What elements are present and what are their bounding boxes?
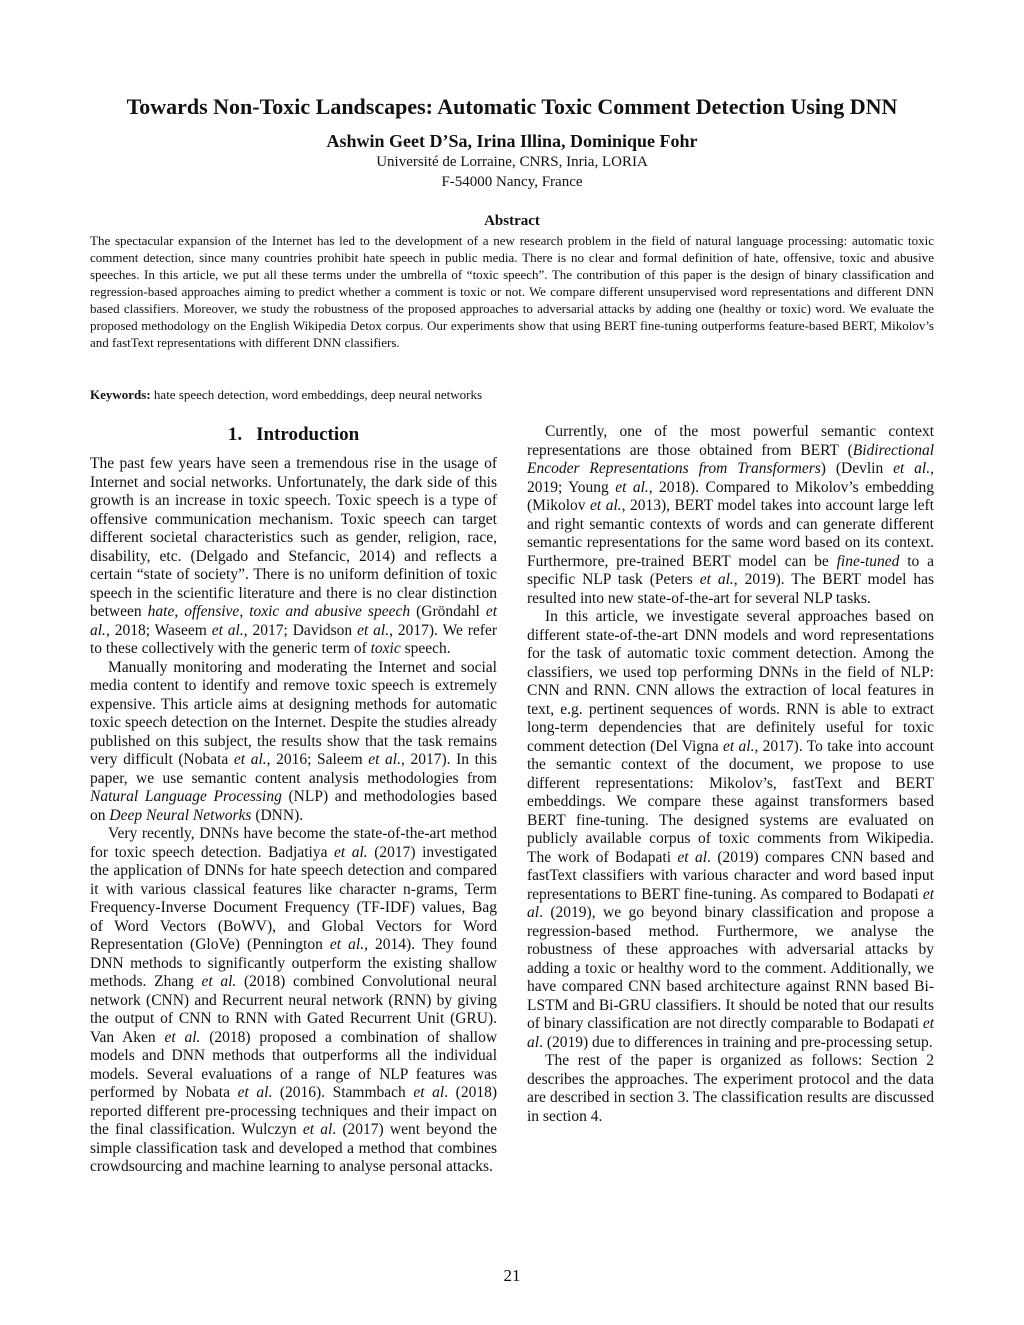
intro-paragraph-2: Manually monitoring and moderating the Internet and social media content to identify and remove toxic speech is extremely expensive. This article aims at designing methods for automatic toxic speech detection on the Internet. Despite the studies already published on this subject, the results show that the task remains very difficult (Nobata et al., 2016; Saleem et al., 2017). In this paper, we use semantic content analysis methodologies from Natural Language Processing (NLP) and methodologies based on Deep Neural Networks (DNN). (90, 658, 497, 824)
page-number: 21 (503, 1266, 521, 1285)
intro-paragraph-6: The rest of the paper is organized as follows: Section 2 describes the approaches. The experiment protocol and the data are described in section 3. The classification results are discussed in section 4. (527, 1052, 934, 1125)
abstract-heading: Abstract (484, 213, 540, 229)
keywords-text: hate speech detection, word embeddings, deep neural networks (150, 387, 483, 402)
intro-paragraph-5: In this article, we investigate several approaches based on different state-of-the-art DNN models and word representations for the task of automatic toxic comment detection. Among the classifiers, we used top performing DNNs in the field of NLP: CNN and RNN. CNN allows the extraction of local features in text, e.g. pertinent sequences of words. RNN is able to extract long-term dependencies that are definitely useful for toxic comment detection (Del Vigna et al., 2017). To take into account the semantic context of the document, we propose to use different representations: Mikolov’s, fastText and BERT embeddings. We compare these against transformers based BERT fine-tuning. The designed systems are evaluated on publicly available corpus of toxic comments from Wikipedia. The work of Bodapati et al. (2019) compares CNN based and fastText classifiers with various character and word based input representations to BERT fine-tuning. As compared to Bodapati et al. (2019), we go beyond binary classification and propose a regression-based method. Furthermore, we analyse the robustness of these approaches with adversarial attacks by adding a toxic or healthy word to the comment. Additionally, we have compared CNN based architecture against RNN based Bi-LSTM and Bi-GRU classifiers. It should be noted that our results of binary classification are not directly comparable to Bodapati et al. (2019) due to differences in training and pre-processing setup. (527, 608, 934, 1051)
intro-paragraph-3: Very recently, DNNs have become the state-of-the-art method for toxic speech detection. Badjatiya et al. (2017) investigated the application of DNNs for hate speech detection and compared it with various classical features like character n-grams, Term Frequency-Inverse Document Frequency (TF-IDF) values, Bag of Word Vectors (BoWV), and Global Vectors for Word Representation (GloVe) (Pennington et al., 2014). They found DNN methods to significantly outperform the existing shallow methods. Zhang et al. (2018) combined Convolutional neural network (CNN) and Recurrent neural network (RNN) by giving the output of CNN to RNN with Gated Recurrent Unit (GRU). Van Aken et al. (2018) proposed a combination of shallow models and DNN methods that outperforms all the individual models. Several evaluations of a range of NLP features was performed by Nobata et al. (2016). Stammbach et al. (2018) reported different pre-processing techniques and their impact on the final classification. Wulczyn et al. (2017) went beyond the simple classification task and developed a method that combines crowdsourcing and machine learning to analyse personal attacks. (90, 825, 498, 1175)
affiliation-address: F-54000 Nancy, France (441, 174, 583, 190)
author-list: Ashwin Geet D’Sa, Irina Illina, Dominique Fohr (326, 131, 698, 151)
affiliation-institution: Université de Lorraine, CNRS, Inria, LORIA (376, 154, 648, 170)
section-title: Introduction (256, 424, 360, 445)
keywords-label: Keywords: (90, 387, 151, 402)
left-column (90, 423, 497, 1177)
section-heading (90, 423, 497, 447)
keywords-line (90, 386, 934, 403)
right-column (527, 423, 934, 1126)
intro-paragraph-4: Currently, one of the most powerful semantic context representations are those obtained from BERT (Bidirectional Encoder Representations from Transformers) (Devlin et al., 2019; Young et al., 2018). Compared to Mikolov’s embedding (Mikolov et al., 2013), BERT model takes into account large left and right semantic contexts of words and can generate different semantic representations for the same word based on its context. Furthermore, pre-trained BERT model can be fine-tuned to a specific NLP task (Peters et al., 2019). The BERT model has resulted into new state-of-the-art for several NLP tasks. (527, 423, 935, 607)
abstract-body: The spectacular expansion of the Internet has led to the development of a new research problem in the field of natural language processing: automatic toxic comment detection, since many countries prohibit hate speech in public media. There is no clear and formal definition of hate, offensive, toxic and abusive speeches. In this article, we put all these terms under the umbrella of “toxic speech”. The contribution of this paper is the design of binary classification and regression-based approaches aiming to predict whether a comment is toxic or not. We compare different unsupervised word representations and different DNN based classifiers. Moreover, we study the robustness of the proposed approaches to adversarial attacks by adding one (healthy or toxic) word. We evaluate the proposed methodology on the English Wikipedia Detox corpus. Our experiments show that using BERT fine-tuning outperforms feature-based BERT, Mikolov’s and fastText representations with different DNN classifiers. (90, 233, 934, 350)
paper-title: Towards Non-Toxic Landscapes: Automatic Toxic Comment Detection Using DNN (126, 94, 898, 119)
section-number: 1. (227, 424, 243, 445)
intro-paragraph-1: The past few years have seen a tremendous rise in the usage of Internet and social networks. Unfortunately, the dark side of this growth is an increase in toxic speech. Toxic speech is a type of offensive communication mechanism. Toxic speech can target different societal characteristics such as gender, religion, race, disability, etc. (Delgado and Stefancic, 2014) and reflects a certain “state of society”. There is no uniform definition of toxic speech in the scientific literature and there is no clear distinction between hate, offensive, toxic and abusive speech (Gröndahl et al., 2018; Waseem et al., 2017; Davidson et al., 2017). We refer to these collectively with the generic term of toxic speech. (90, 455, 498, 657)
